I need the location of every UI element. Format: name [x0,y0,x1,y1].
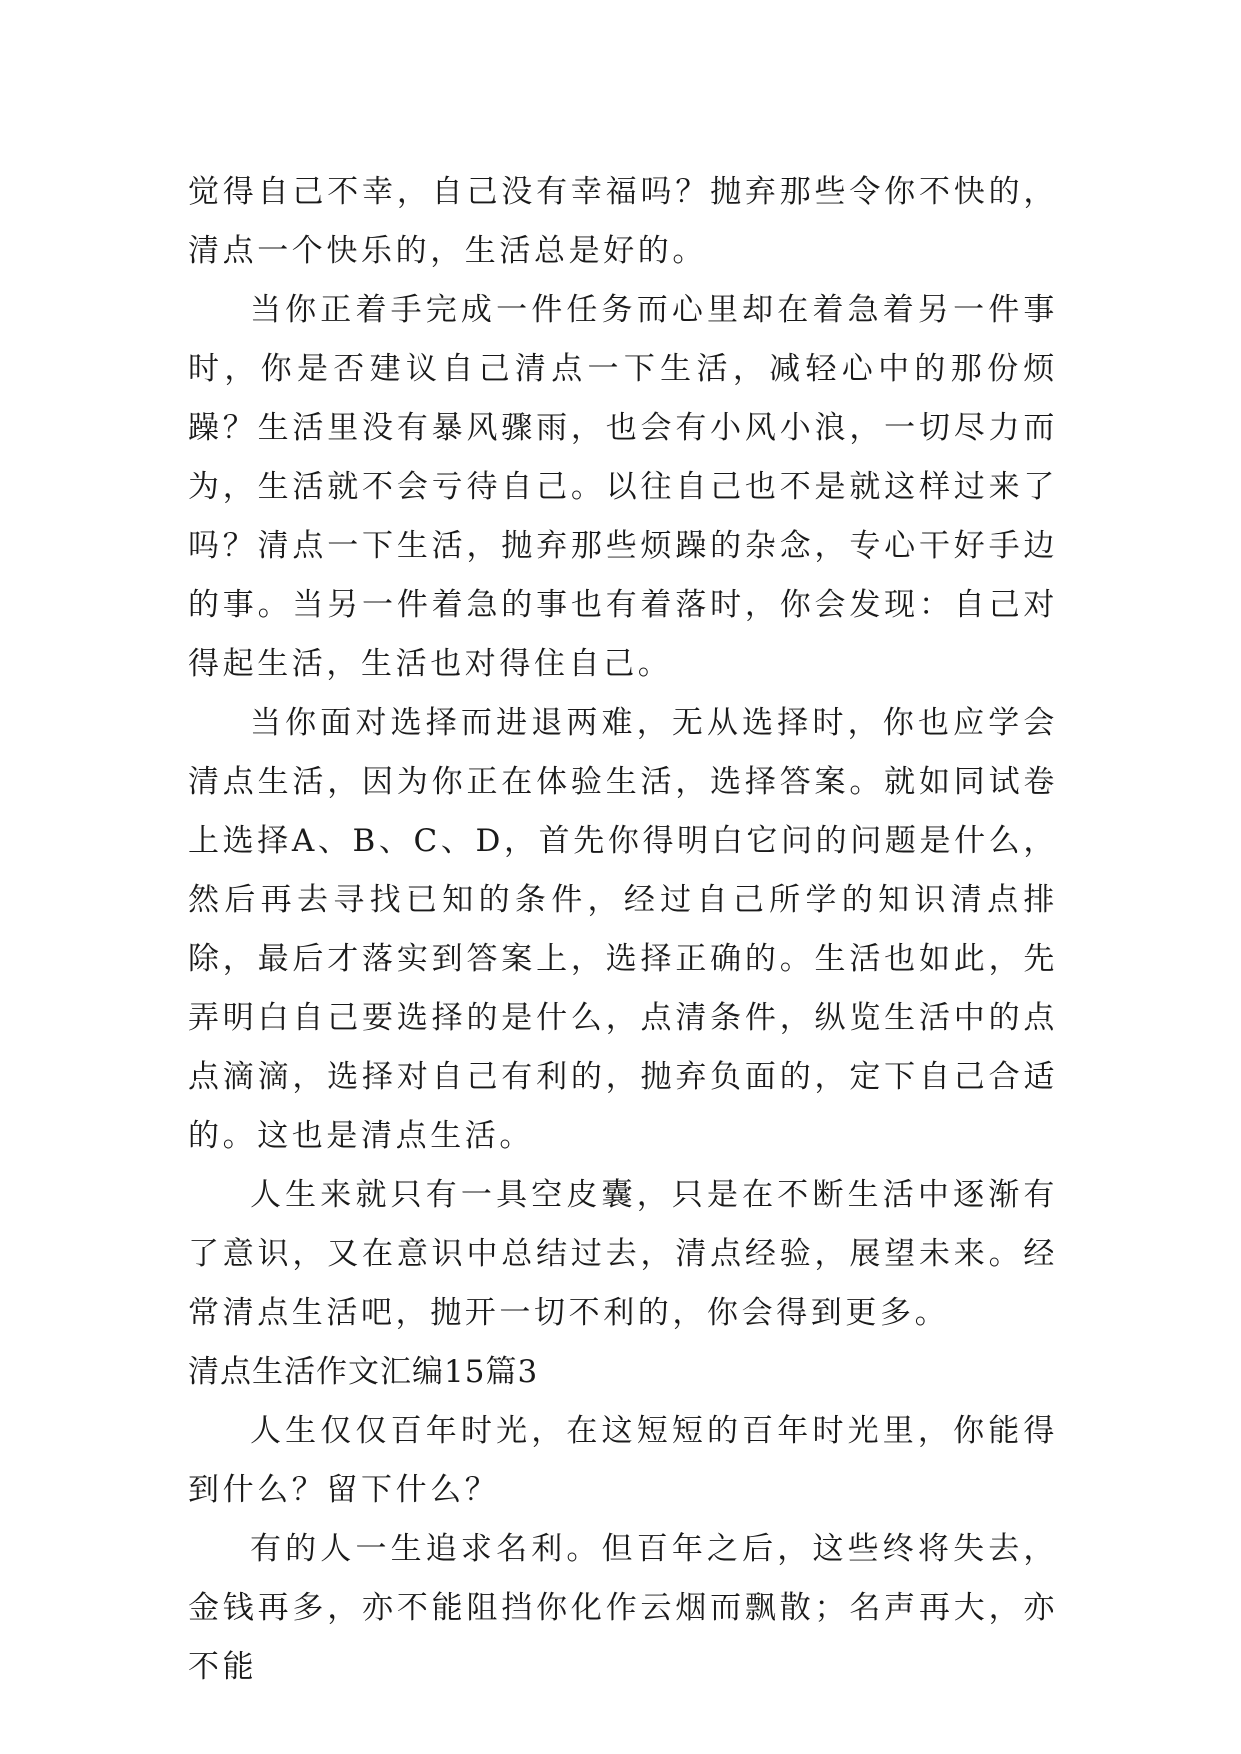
section-heading: 清点生活作文汇编15篇3 [188,1354,539,1390]
paragraph: 人生来就只有一具空皮囊，只是在不断生活中逐渐有了意识，又在意识中总结过去，清点经验，展望未来。经常清点生活吧，抛开一切不利的，你会得到更多。 [188,1177,1058,1331]
paragraph: 觉得自己不幸，自己没有幸福吗？抛弃那些令你不快的，清点一个快乐的，生活总是好的。 [188,174,1058,269]
paragraph: 当你面对选择而进退两难，无从选择时，你也应学会清点生活，因为你正在体验生活，选择答案。就如同试卷上选择A、B、C、D，首先你得明白它问的问题是什么，然后再去寻找已知的条件，经过自己所学的知识清点排除，最后才落实到答案上，选择正确的。生活也如此，先弄明白自己要选择的是什么，点清条件，纵览生活中的点点滴滴，选择对自己有利的，抛弃负面的，定下自己合适的。这也是清点生活。 [188,705,1058,1154]
paragraph: 人生仅仅百年时光，在这短短的百年时光里，你能得到什么？留下什么？ [188,1413,1058,1508]
paragraph: 当你正着手完成一件任务而心里却在着急着另一件事时，你是否建议自己清点一下生活，减轻心中的那份烦躁？生活里没有暴风骤雨，也会有小风小浪，一切尽力而为，生活就不会亏待自己。以往自己也不是就这样过来了吗？清点一下生活，抛弃那些烦躁的杂念，专心干好手边的事。当另一件着急的事也有着落时，你会发现：自己对得起生活，生活也对得住自己。 [188,292,1058,682]
paragraph: 有的人一生追求名利。但百年之后，这些终将失去，金钱再多，亦不能阻挡你化作云烟而飘散；名声再大，亦不能 [188,1531,1058,1685]
document-body [188,163,1058,1697]
